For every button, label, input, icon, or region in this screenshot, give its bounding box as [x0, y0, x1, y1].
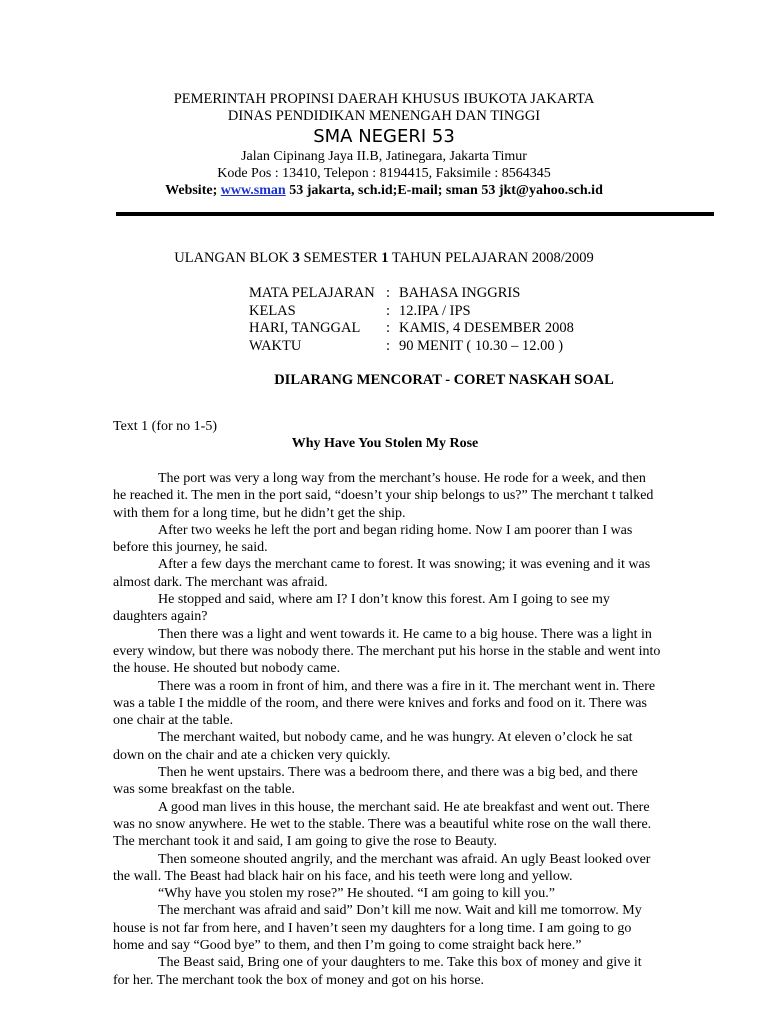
story-paragraph: The merchant waited, but nobody came, and he was hungry. At eleven o’clock he sat down on the chair and ate a chicken very quickly. — [113, 730, 633, 763]
letterhead — [0, 91, 768, 199]
exam-info-value: 90 MENIT ( 10.30 – 12.00 ) — [399, 337, 564, 354]
text-label: Text 1 (for no 1-5) — [113, 419, 217, 434]
website-rest: 53 jakarta, sch.id;E-mail; sman 53 jkt@yahoo.sch.id — [289, 183, 603, 198]
department-line: DINAS PENDIDIKAN MENENGAH DAN TINGGI — [227, 108, 541, 124]
website-link[interactable]: www.sman — [220, 183, 286, 198]
exam-info-value: KAMIS, 4 DESEMBER 2008 — [399, 320, 574, 336]
exam-info-row — [249, 285, 574, 303]
exam-block-number: 3 — [292, 250, 300, 266]
exam-title — [0, 250, 768, 267]
story-paragraph: There was a room in front of him, and there was a fire in it. The merchant went in. There was a table I the middle of the room, and there were knives and forks and food on it. There was one chair at the table. — [113, 678, 656, 729]
story-paragraph: A good man lives in this house, the merchant said. He ate breakfast and went out. There was no snow anywhere. He wet to the stable. There was a beautiful white rose on the wall there. The merchant took it and said, I am going to give the rose to Beauty. — [113, 799, 652, 850]
exam-info-value: BAHASA INGGRIS — [399, 285, 521, 301]
story-paragraph: Then someone shouted angrily, and the merchant was afraid. An ugly Beast looked over the wall. The Beast had black hair on his face, and his teeth were long and yellow. — [113, 851, 651, 884]
story-paragraph: Then he went upstairs. There was a bedroom there, and there was a big bed, and there was some breakfast on the table. — [113, 765, 638, 798]
exam-info-row — [249, 320, 574, 338]
exam-info-key: HARI, TANGGAL — [249, 320, 361, 336]
exam-info-separator: : — [386, 302, 391, 319]
story-paragraph: After a few days the merchant came to forest. It was snowing; it was evening and it was almost dark. The merchant was afraid. — [113, 557, 651, 590]
story-paragraph: “Why have you stolen my rose?” He shouted. “I am going to kill you.” — [158, 886, 555, 902]
school-address: Jalan Cipinang Jaya II.B, Jatinegara, Jakarta Timur — [241, 149, 527, 164]
exam-info-table — [249, 285, 574, 355]
school-contact: Kode Pos : 13410, Telepon : 8194415, Faksimile : 8564345 — [217, 166, 551, 181]
story-paragraph: Then there was a light and went towards it. He came to a big house. There was a light in every window, but there was nobody there. The merchant put his horse in the stable and went into the house. He shouted but nobody came. — [113, 626, 661, 677]
story-body — [113, 470, 661, 989]
warning-notice: DILARANG MENCORAT - CORET NASKAH SOAL — [274, 372, 614, 388]
exam-info-key: WAKTU — [249, 337, 302, 354]
story-paragraph: The port was very a long way from the merchant’s house. He rode for a week, and then he reached it. The men in the port said, “doesn’t your ship belongs to us?” The merchant t talked with them for a long time, but he didn’t get the ship. — [113, 471, 654, 521]
exam-info-row — [249, 338, 574, 356]
header-divider — [116, 212, 714, 216]
exam-info-value: 12.IPA / IPS — [399, 302, 471, 319]
story-title: Why Have You Stolen My Rose — [291, 436, 479, 451]
website-label: Website; — [165, 183, 218, 198]
story-paragraph: He stopped and said, where am I? I don’t know this forest. Am I going to see my daughters again? — [113, 592, 610, 625]
exam-info-row — [249, 303, 574, 321]
website-line — [0, 182, 768, 199]
school-name: SMA NEGERI 53 — [313, 126, 455, 147]
government-line: PEMERINTAH PROPINSI DAERAH KHUSUS IBUKOTA JAKARTA — [173, 91, 595, 107]
story-paragraph: The merchant was afraid and said” Don’t kill me now. Wait and kill me tomorrow. My house is not far from here, and I haven’t seen my daughters for a long time. I am going to go home and say “Good bye” to them, and then I’m going to come straight back here.” — [113, 903, 642, 954]
exam-info-separator: : — [386, 320, 391, 336]
story-paragraph: The Beast said, Bring one of your daughters to me. Take this box of money and give it for her. The merchant took the box of money and got on his horse. — [113, 955, 642, 988]
exam-title-part: TAHUN PELAJARAN 2008/2009 — [388, 250, 594, 266]
exam-info-separator: : — [386, 337, 391, 354]
exam-info-separator: : — [386, 285, 391, 301]
exam-title-part: SEMESTER — [299, 250, 382, 266]
story-paragraph: After two weeks he left the port and began riding home. Now I am poorer than I was before this journey, he said. — [113, 522, 633, 556]
exam-semester-number: 1 — [381, 250, 389, 266]
exam-title-part: ULANGAN BLOK — [174, 250, 293, 266]
exam-info-key: KELAS — [249, 302, 296, 319]
exam-info-key: MATA PELAJARAN — [249, 285, 375, 301]
